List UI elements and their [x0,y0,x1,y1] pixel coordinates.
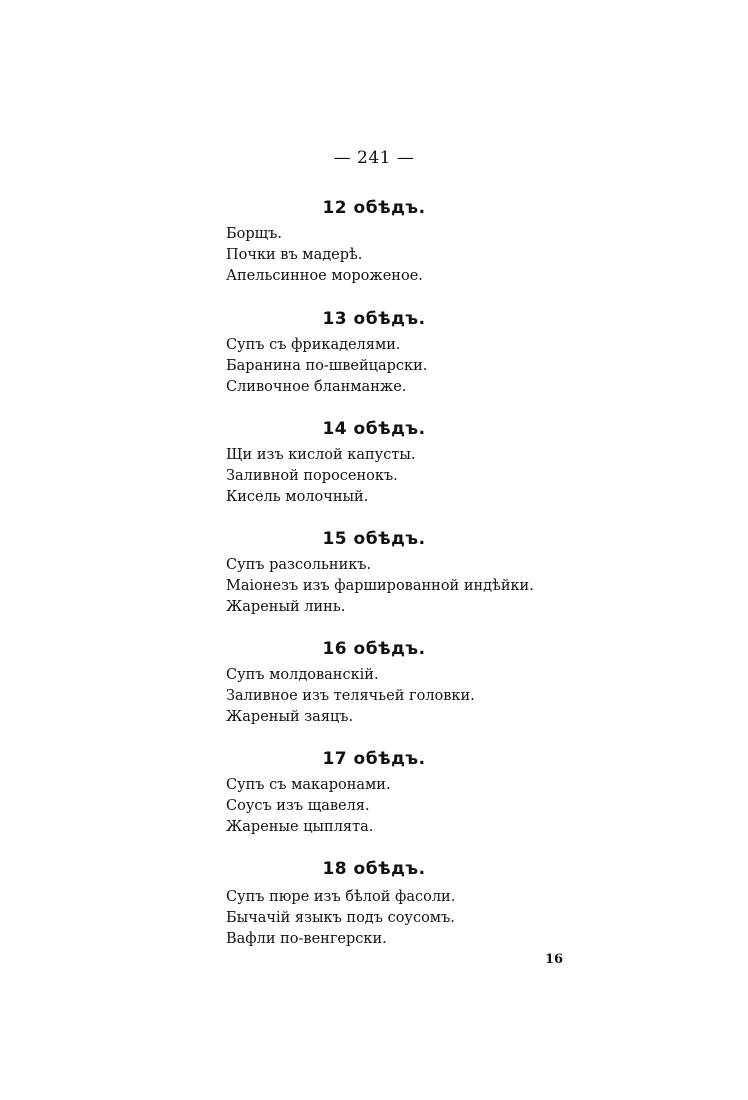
menu-title: 13 обѣдъ. [322,309,426,329]
dish-name: Супъ съ макаронами. [226,777,391,793]
dish-name: Почки въ мадерѣ. [226,247,363,263]
dish-name: Заливное изъ телячьей головки. [226,688,475,704]
dish-name: Жареный линь. [226,599,346,615]
signature-mark: 16 [545,952,564,967]
menu-title: 15 обѣдъ. [322,529,426,549]
page-number: — 241 — [333,148,415,168]
dish-name: Маіонезъ изъ фаршированной индѣйки. [226,578,534,594]
dish-name: Соусъ изъ щавеля. [226,798,370,814]
dish-name: Апельсинное мороженое. [226,268,423,284]
dish-name: Вафли по-венгерски. [226,931,387,947]
dish-name: Супъ съ фрикаделями. [226,337,401,353]
dish-name: Супъ молдованскій. [226,667,379,683]
dish-name: Бычачій языкъ подъ соусомъ. [226,910,455,926]
dish-name: Жареный заяцъ. [226,709,354,725]
dish-name: Борщъ. [226,226,282,242]
dish-name: Заливной поросенокъ. [226,468,398,484]
dish-name: Баранина по-швейцарски. [226,358,428,374]
menu-title: 16 обѣдъ. [322,639,426,659]
dish-name: Кисель молочный. [226,489,369,505]
dish-name: Сливочное бланманже. [226,379,407,395]
menu-title: 18 обѣдъ. [322,859,426,879]
dish-name: Супъ разсольникъ. [226,557,372,573]
menu-title: 14 обѣдъ. [322,419,426,439]
menu-title: 12 обѣдъ. [322,198,426,218]
dish-name: Щи изъ кислой капусты. [226,447,416,463]
menu-title: 17 обѣдъ. [322,749,426,769]
dish-name: Супъ пюре изъ бѣлой фасоли. [226,889,456,905]
dish-name: Жареные цыплята. [226,819,374,835]
